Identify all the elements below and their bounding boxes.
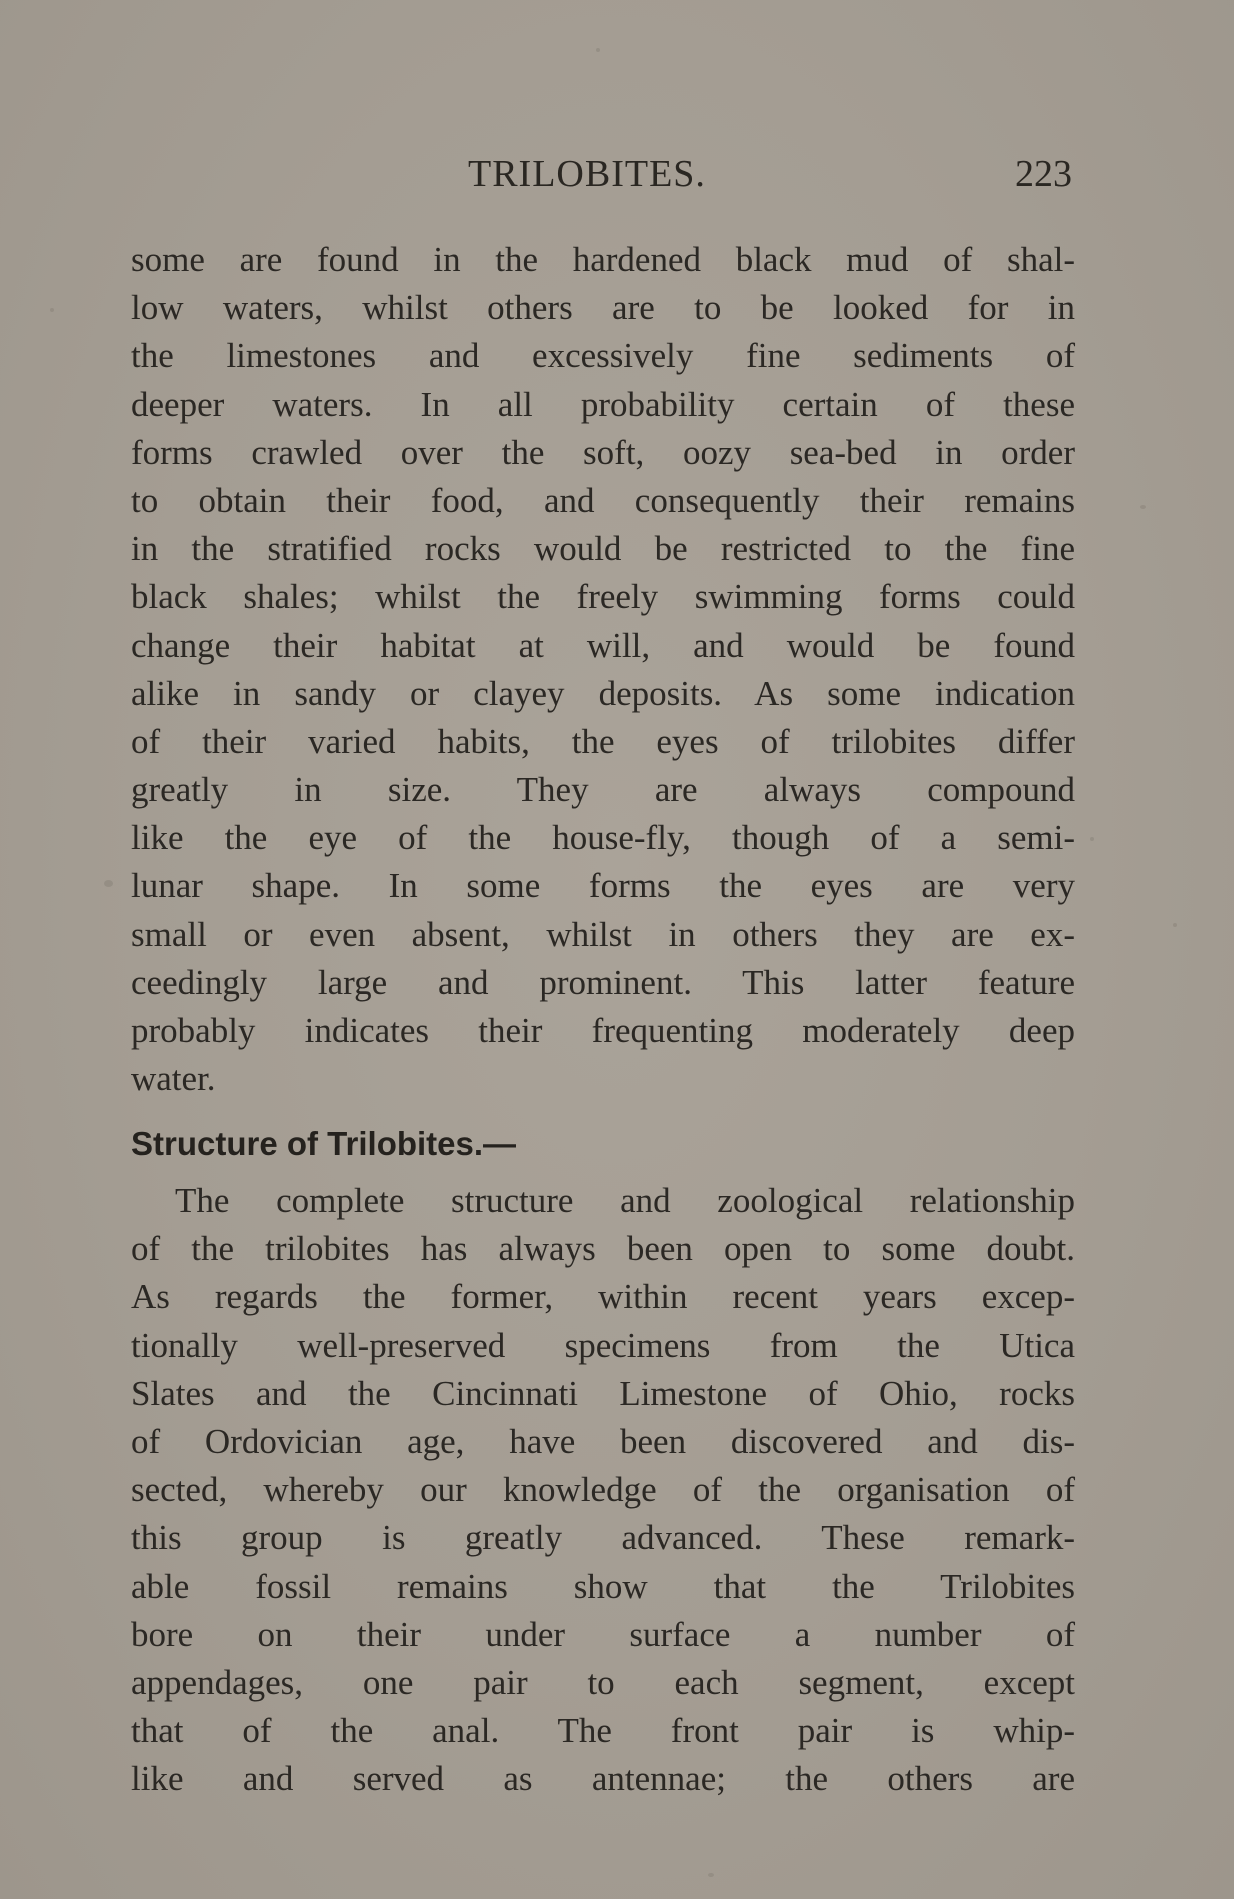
text-line: The complete structure and zoological relationship: [175, 1181, 1075, 1220]
text-line: of the trilobites has always been open to some doubt.: [131, 1229, 1075, 1269]
text-line: probably indicates their frequenting moderately deep: [131, 1011, 1075, 1050]
text-line: tionally well-preserved specimens from the Utica: [131, 1325, 1075, 1365]
text-line: ceedingly large and prominent. This latter feature: [131, 962, 1075, 1002]
text-line: that of the anal. The front pair is whip-: [131, 1711, 1075, 1751]
text-line: the limestones and excessively fine sediments of: [131, 336, 1075, 376]
paper-speck: [708, 1873, 714, 1877]
paper-speck: [50, 308, 54, 312]
paragraph-eyes-habits: [131, 236, 1075, 1103]
text-line: low waters, whilst others are to be looked for in: [131, 288, 1075, 328]
text-line: alike in sandy or clayey deposits. As some indication: [131, 673, 1075, 713]
text-line: water.: [131, 1059, 216, 1099]
text-line: change their habitat at will, and would be found: [131, 625, 1075, 665]
text-line: bore on their under surface a number of: [131, 1614, 1075, 1654]
text-line: of their varied habits, the eyes of trilobites differ: [131, 721, 1075, 761]
text-line: lunar shape. In some forms the eyes are very: [131, 866, 1075, 906]
section-heading: Structure of Trilobites.—: [131, 1125, 517, 1162]
text-line: like and served as antennae; the others are: [131, 1759, 1075, 1799]
text-line: this group is greatly advanced. These remark-: [131, 1518, 1075, 1558]
text-line: small or even absent, whilst in others they are ex-: [131, 914, 1075, 954]
text-line: sected, whereby our knowledge of the organisation of: [131, 1470, 1075, 1510]
paper-speck: [1173, 923, 1177, 927]
text-line: some are found in the hardened black mud of shal-: [131, 240, 1075, 279]
page-number: 223: [1015, 153, 1072, 195]
text-line: greatly in size. They are always compound: [131, 770, 1075, 810]
text-line: to obtain their food, and consequently their remains: [131, 480, 1075, 520]
text-line: deeper waters. In all probability certain of these: [131, 384, 1075, 424]
text-line: black shales; whilst the freely swimming forms could: [131, 577, 1075, 617]
paper-speck: [104, 880, 113, 887]
text-line: in the stratified rocks would be restricted to the fine: [131, 529, 1075, 569]
text-line: appendages, one pair to each segment, except: [131, 1662, 1075, 1702]
text-line: As regards the former, within recent years excep-: [131, 1277, 1075, 1317]
text-line: of Ordovician age, have been discovered and dis-: [131, 1421, 1075, 1461]
text-line: able fossil remains show that the Trilobites: [131, 1566, 1075, 1606]
paragraph-structure: [131, 1177, 1075, 1803]
running-title: TRILOBITES.: [468, 153, 706, 195]
paper-speck: [1140, 505, 1146, 509]
paper-speck: [596, 48, 600, 52]
text-line: Slates and the Cincinnati Limestone of Ohio, rocks: [131, 1373, 1075, 1413]
text-line: forms crawled over the soft, oozy sea-bed in order: [131, 432, 1075, 472]
paper-speck: [1090, 837, 1094, 841]
text-line: like the eye of the house-fly, though of a semi-: [131, 818, 1075, 858]
